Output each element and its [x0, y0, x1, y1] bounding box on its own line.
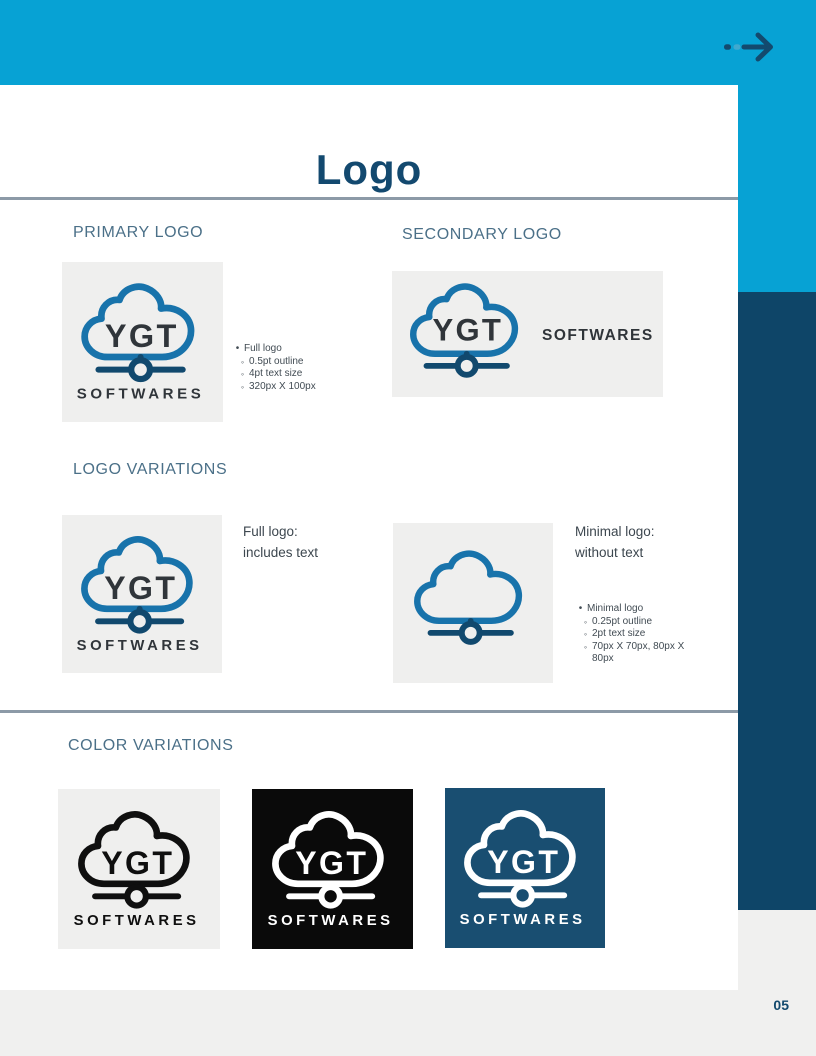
bullet-circle-icon: ◦	[240, 356, 245, 367]
bullet-circle-icon: ◦	[583, 616, 588, 627]
arrow-right-icon	[724, 32, 776, 62]
logo-white-on-black-image	[258, 793, 408, 945]
svg-text:SOFTWARES: SOFTWARES	[76, 385, 204, 403]
spec-item: 0.25pt outline	[592, 615, 653, 627]
logo-variations-heading: LOGO VARIATIONS	[73, 461, 228, 478]
spec-item: 2pt text size	[592, 628, 646, 639]
secondary-logo-card	[392, 271, 663, 397]
minimal-logo-image	[397, 526, 549, 680]
primary-logo-image	[67, 265, 219, 419]
label-line: Minimal logo:	[575, 524, 655, 539]
spec-item: 70px X 70px, 80px X 80px	[592, 640, 685, 664]
color-variation-black-card	[252, 789, 413, 949]
bullet-dot-icon: •	[235, 343, 240, 354]
svg-text:YGT: YGT	[101, 844, 175, 881]
label-line: includes text	[243, 544, 319, 560]
svg-text:SOFTWARES: SOFTWARES	[76, 637, 203, 654]
spec-item: Minimal logo	[587, 603, 644, 614]
minimal-logo-label	[575, 522, 655, 564]
svg-text:SOFTWARES: SOFTWARES	[73, 912, 200, 929]
spec-item: 320px X 100px	[249, 380, 316, 392]
bullet-circle-icon: ◦	[583, 629, 588, 639]
svg-text:SOFTWARES: SOFTWARES	[542, 327, 654, 344]
spec-item: 4pt text size	[249, 368, 303, 379]
top-banner	[0, 0, 816, 85]
divider-top	[0, 197, 738, 200]
color-variations-heading: COLOR VARIATIONS	[68, 737, 234, 754]
full-logo-variation-card	[62, 515, 222, 673]
logo-black-on-light-image	[64, 793, 214, 945]
page-title: Logo	[315, 146, 423, 194]
bullet-dot-icon: •	[578, 603, 583, 614]
svg-text:YGT: YGT	[487, 843, 561, 880]
primary-logo-card	[62, 262, 223, 422]
secondary-logo-heading: SECONDARY LOGO	[402, 226, 562, 243]
full-logo-label	[243, 522, 318, 564]
color-variation-light-card	[58, 789, 220, 949]
spec-item: Full logo	[244, 343, 282, 354]
svg-text:YGT: YGT	[104, 317, 179, 354]
divider-bottom	[0, 710, 738, 713]
bullet-circle-icon: ◦	[583, 641, 588, 652]
secondary-logo-image	[392, 271, 663, 397]
logo-white-on-blue-image	[450, 792, 600, 944]
svg-text:SOFTWARES: SOFTWARES	[267, 912, 394, 929]
label-line: Full logo:	[243, 524, 298, 539]
page-number: 05	[773, 997, 789, 1013]
svg-text:YGT: YGT	[294, 844, 368, 881]
bullet-circle-icon: ◦	[240, 381, 245, 392]
sidebar-blue-block	[738, 85, 816, 292]
primary-logo-heading: PRIMARY LOGO	[73, 224, 204, 241]
label-line: without text	[575, 544, 644, 560]
color-variation-blue-card	[445, 788, 605, 948]
spec-item: 0.5pt outline	[249, 355, 304, 367]
full-logo-image	[67, 518, 217, 670]
primary-logo-specs	[231, 343, 371, 393]
sidebar-navy-block	[738, 292, 816, 910]
svg-text:YGT: YGT	[432, 312, 504, 348]
minimal-logo-variation-card	[393, 523, 553, 683]
minimal-logo-specs	[574, 603, 686, 666]
svg-text:SOFTWARES: SOFTWARES	[459, 911, 586, 928]
svg-text:YGT: YGT	[104, 569, 178, 606]
bullet-circle-icon: ◦	[240, 369, 245, 379]
footer-strip	[0, 990, 738, 1056]
sidebar-gray-block	[738, 910, 816, 1056]
